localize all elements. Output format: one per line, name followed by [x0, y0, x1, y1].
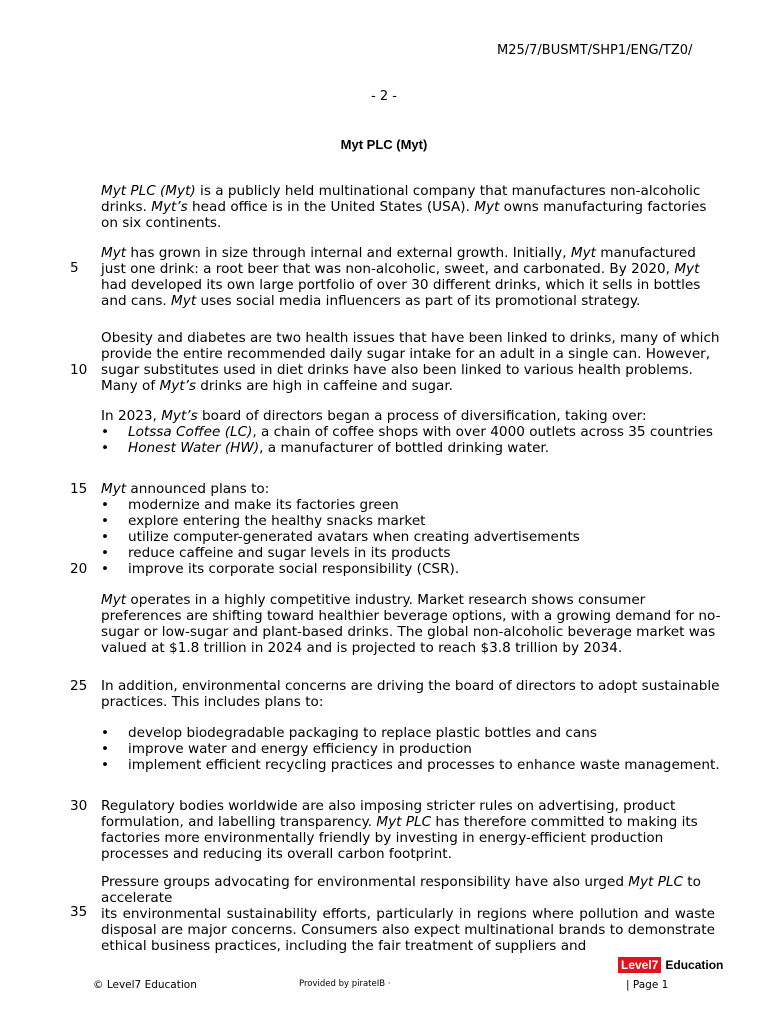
logo-box: Level7	[618, 957, 661, 973]
line-number: 15	[70, 481, 88, 497]
paragraph-diversification	[101, 408, 721, 424]
line-number: 5	[70, 260, 79, 276]
company-name: Myt	[474, 199, 500, 215]
list-item	[101, 545, 721, 561]
text-span: improve water and energy efficiency in production	[128, 741, 472, 757]
company-name: Myt PLC	[376, 814, 432, 830]
text-span: has therefore committed to making its factories more environmentally friendly by investing in energy-efficient production processes and reducing its overall carbon footprint.	[101, 814, 698, 862]
logo-text: Education	[665, 958, 724, 972]
sustainability-list	[101, 725, 721, 773]
list-item	[101, 529, 721, 545]
list-item	[101, 440, 721, 456]
footer-provider: Provided by pirateIB ·	[299, 979, 391, 989]
paragraph-intro	[101, 183, 721, 231]
company-name: Myt	[101, 481, 127, 497]
text-span: Regulatory bodies worldwide are also imposing stricter rules on advertising, product formulation, and labelling transparency.	[101, 798, 676, 830]
text-span: drinks are high in caffeine and sugar.	[195, 378, 453, 394]
text-span: modernize and make its factories green	[128, 497, 399, 513]
bullet-icon: •	[101, 545, 110, 561]
company-name: Myt’s	[161, 408, 198, 424]
paragraph-pressure-groups	[101, 874, 721, 954]
text-span: operates in a highly competitive industry. Market research shows consumer preferences are shifting toward healthier beverage options, with a growing demand for no-sugar or low-sugar and plant-based drinks. The global non-alcoholic beverage market was valued at $1.8 trillion in 2024 and is projected to reach $3.8 trillion by 2034.	[101, 592, 721, 656]
page-marker: - 2 -	[371, 89, 397, 104]
text-span: Obesity and diabetes are two health issues that have been linked to drinks, many of which provide the entire recommended daily sugar intake for an adult in a single can. However, sugar substitutes used in diet drinks have also been linked to various health problems. Many of	[101, 330, 720, 394]
footer-page-number: | Page 1	[626, 979, 669, 991]
list-item	[101, 513, 721, 529]
line-number: 35	[70, 904, 88, 920]
company-name: Myt	[171, 293, 197, 309]
company-name: Myt	[674, 261, 700, 277]
bullet-icon: •	[101, 440, 110, 456]
paragraph-regulation	[101, 798, 721, 862]
text-span: develop biodegradable packaging to replace plastic bottles and cans	[128, 725, 597, 741]
text-span: implement efficient recycling practices and processes to enhance waste management.	[128, 757, 720, 773]
bullet-icon: •	[101, 424, 110, 440]
list-item	[101, 741, 721, 757]
text-span: manufactured just one drink: a root beer that was non-alcoholic, sweet, and carbonated. By 2020,	[101, 245, 696, 277]
paragraph-plans	[101, 481, 721, 497]
line-number: 25	[70, 678, 88, 694]
line-number: 20	[70, 561, 88, 577]
company-name: Myt	[101, 245, 127, 261]
list-item	[101, 725, 721, 741]
paragraph-health	[101, 330, 721, 394]
list-item	[101, 757, 721, 773]
takeover-list	[101, 424, 721, 456]
company-name: Myt	[101, 592, 127, 608]
list-item	[101, 497, 721, 513]
bullet-icon: •	[101, 561, 110, 577]
bullet-icon: •	[101, 725, 110, 741]
text-span: In 2023,	[101, 408, 162, 424]
level7-logo	[618, 957, 723, 973]
text-span: to accelerate	[101, 874, 701, 906]
text-span: its environmental sustainability efforts, particularly in regions where pollution and waste disposal are major concerns. Consumers also expect multinational brands to demonstrate ethical business practices, including the fair treatment of suppliers and	[101, 906, 715, 954]
company-name: Honest Water (HW)	[128, 440, 260, 456]
text-span: head office is in the United States (USA).	[187, 199, 475, 215]
bullet-icon: •	[101, 757, 110, 773]
text-span: Pressure groups advocating for environmental responsibility have also urged	[101, 874, 629, 890]
line-number: 10	[70, 362, 88, 378]
case-study-title: Myt PLC (Myt)	[340, 137, 428, 152]
document-code: M25/7/BUSMT/SHP1/ENG/TZ0/	[497, 43, 693, 58]
bullet-icon: •	[101, 529, 110, 545]
bullet-icon: •	[101, 497, 110, 513]
text-span: , a chain of coffee shops with over 4000 outlets across 35 countries	[252, 424, 714, 440]
list-item	[101, 561, 721, 577]
bullet-icon: •	[101, 513, 110, 529]
text-span: explore entering the healthy snacks market	[128, 513, 426, 529]
company-name: Lotssa Coffee (LC)	[128, 424, 253, 440]
text-span: is a publicly held multinational company that manufactures non-alcoholic drinks.	[101, 183, 701, 215]
text-span: In addition, environmental concerns are driving the board of directors to adopt sustainable practices. This includes plans to:	[101, 678, 720, 710]
company-name: Myt’s	[151, 199, 188, 215]
list-item	[101, 424, 721, 440]
plans-list	[101, 497, 721, 577]
company-name: Myt PLC	[628, 874, 683, 890]
paragraph-growth	[101, 245, 721, 309]
bullet-icon: •	[101, 741, 110, 757]
text-span: utilize computer-generated avatars when creating advertisements	[128, 529, 580, 545]
text-span: has grown in size through internal and external growth. Initially,	[126, 245, 571, 261]
paragraph-environment	[101, 678, 721, 710]
company-name: Myt	[570, 245, 596, 261]
text-span: had developed its own large portfolio of over 30 different drinks, which it sells in bottles and cans.	[101, 277, 701, 309]
text-span: , a manufacturer of bottled drinking water.	[259, 440, 550, 456]
footer-copyright: © Level7 Education	[93, 979, 197, 991]
line-number: 30	[70, 798, 88, 814]
text-span: announced plans to:	[126, 481, 270, 497]
text-span: owns manufacturing factories on six continents.	[101, 199, 707, 231]
text-span: reduce caffeine and sugar levels in its products	[128, 545, 451, 561]
text-span: uses social media influencers as part of its promotional strategy.	[196, 293, 641, 309]
company-name: Myt PLC (Myt)	[101, 183, 196, 199]
company-name: Myt’s	[159, 378, 196, 394]
text-span: board of directors began a process of diversification, taking over:	[197, 408, 647, 424]
text-span: improve its corporate social responsibility (CSR).	[128, 561, 460, 577]
paragraph-market	[101, 592, 721, 656]
